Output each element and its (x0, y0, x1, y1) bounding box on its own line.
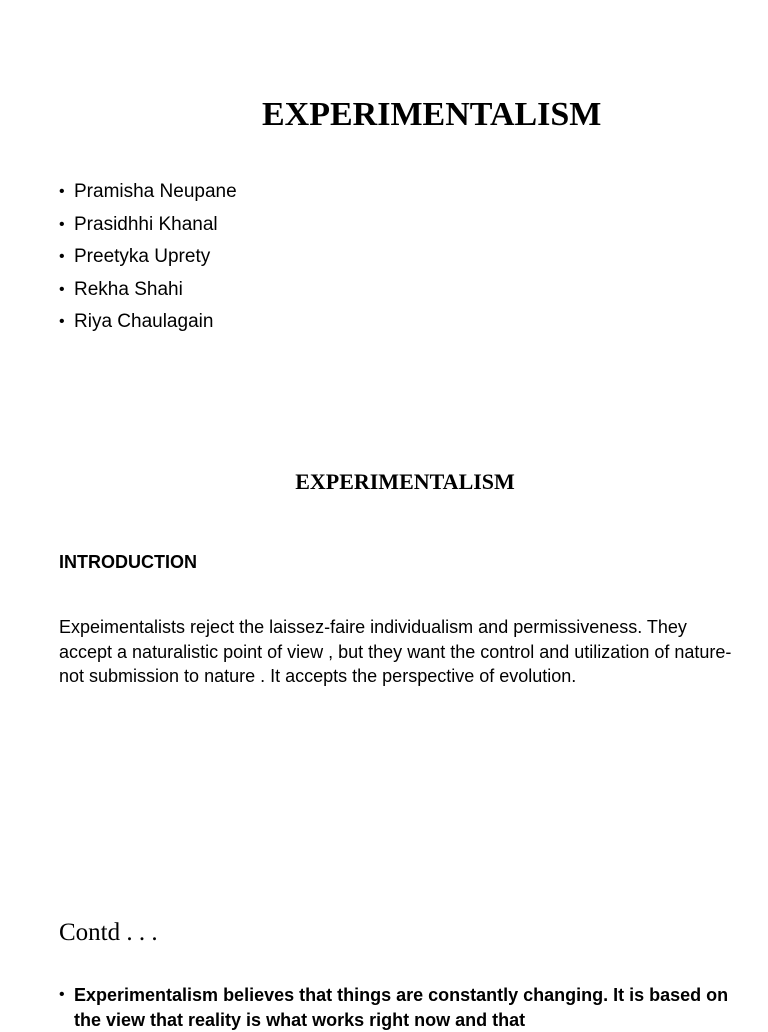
bullet-icon: • (59, 248, 65, 265)
member-name: Riya Chaulagain (74, 311, 214, 332)
member-list (59, 176, 237, 339)
bullet-icon: • (59, 986, 65, 1003)
slide-title: EXPERIMENTALISM (295, 469, 515, 494)
slide-title: Contd . . . (59, 919, 158, 946)
list-item (59, 306, 237, 339)
bullet-icon: • (59, 215, 65, 233)
slide-continued (0, 905, 768, 1030)
list-item (59, 176, 237, 209)
point-list (59, 983, 739, 1032)
list-item (59, 274, 237, 307)
point-text: Experimentalism believes that things are constantly changing. It is based on the view that reality is what works right now and that (74, 985, 729, 1030)
member-name: Pramisha Neupane (74, 181, 237, 202)
slide-title: EXPERIMENTALISM (262, 96, 602, 133)
slide-title-members (0, 0, 768, 360)
bullet-icon: • (59, 280, 65, 298)
bullet-icon: • (59, 183, 65, 200)
list-item (59, 241, 237, 274)
section-heading: INTRODUCTION (59, 552, 197, 572)
list-item (59, 209, 237, 242)
bullet-icon: • (59, 313, 65, 330)
list-item (59, 983, 739, 1032)
slide-introduction (0, 440, 768, 770)
member-name: Prasidhhi Khanal (74, 213, 218, 235)
member-name: Rekha Shahi (74, 278, 183, 300)
body-paragraph: Expeimentalists reject the laissez-faire individualism and permissiveness. They accept a naturalistic point of view , but they want the control and utilization of nature-not submission to nature . It accepts the perspective of evolution. (59, 617, 732, 686)
member-name: Preetyka Uprety (74, 246, 211, 267)
